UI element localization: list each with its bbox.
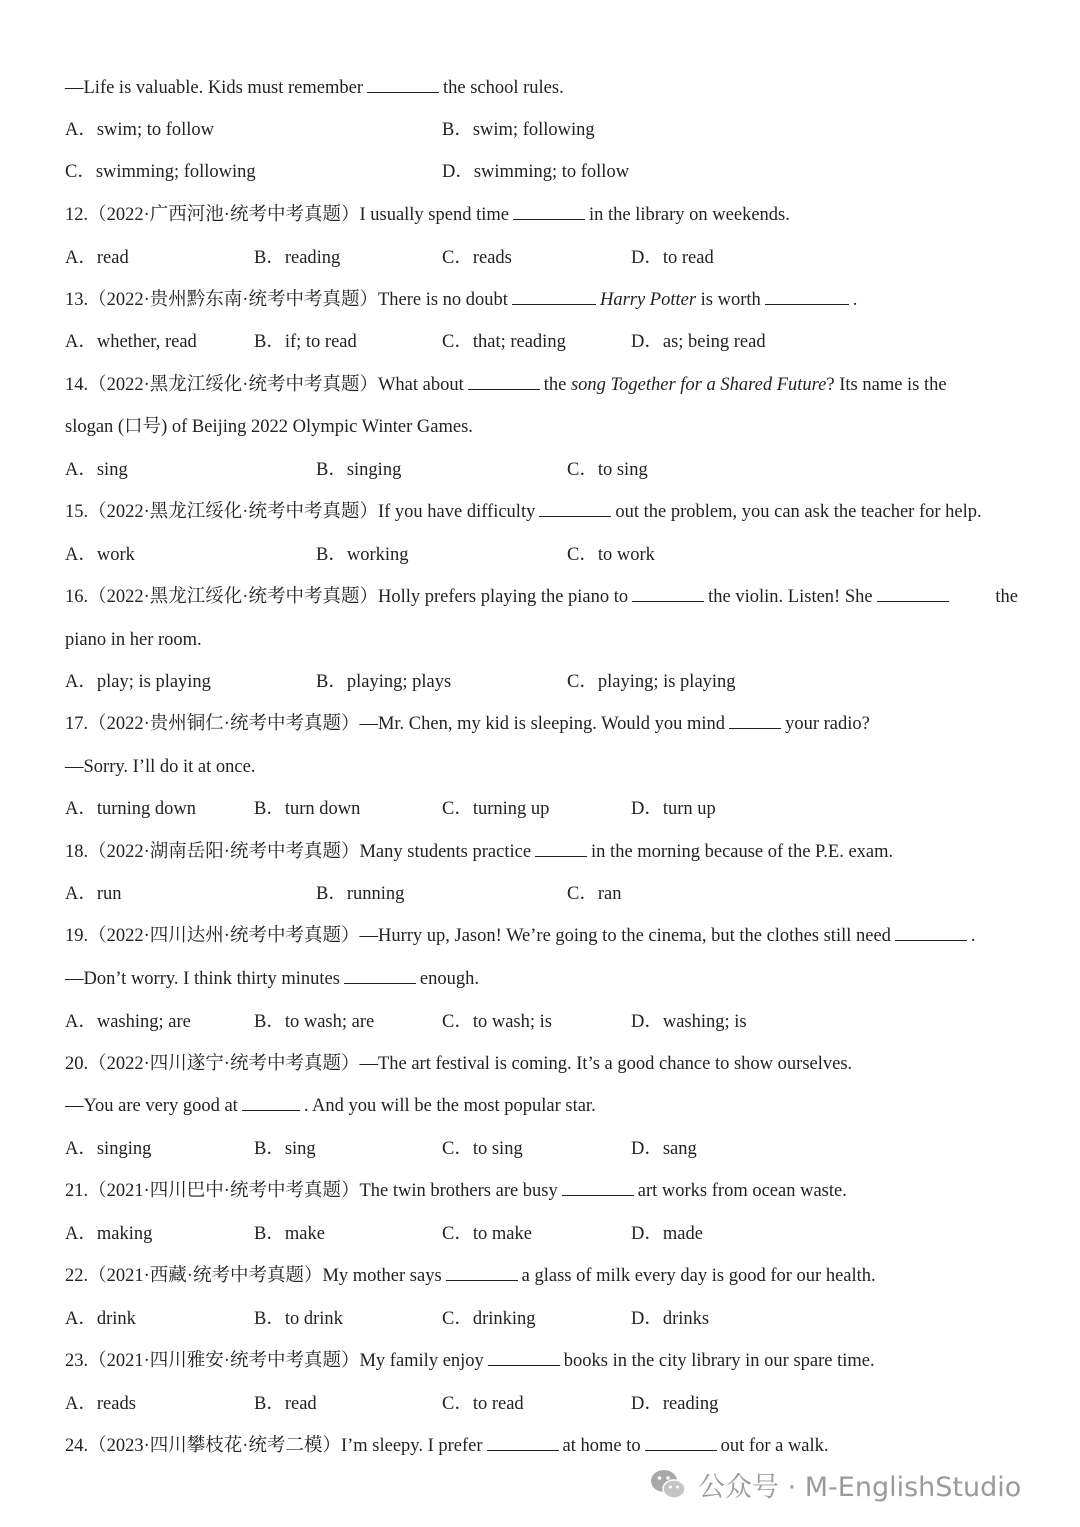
q20-reply-text: —You are very good at bbox=[65, 1096, 238, 1116]
q13-stem-text: . bbox=[852, 290, 858, 310]
question-number: 14. bbox=[65, 375, 89, 395]
answer-blank bbox=[344, 968, 416, 984]
question-source: （2022·广西河池·统考中考真题） bbox=[88, 205, 360, 225]
option-a: A．read bbox=[65, 248, 129, 268]
question-source: （2022·贵州铜仁·统考中考真题） bbox=[88, 714, 360, 734]
q15-stem-text: If you have difficulty bbox=[377, 502, 536, 522]
option-b: B．read bbox=[254, 1394, 317, 1414]
option-b: B．singing bbox=[316, 460, 402, 480]
q18-stem bbox=[65, 840, 1018, 864]
option-d: D．drinks bbox=[631, 1309, 710, 1329]
question-number: 19. bbox=[65, 926, 89, 946]
option-a: A．run bbox=[65, 884, 122, 904]
option-b: B．sing bbox=[254, 1139, 316, 1159]
option-b: B．turn down bbox=[254, 799, 361, 819]
question-number: 20. bbox=[65, 1054, 89, 1074]
option-a: A．reads bbox=[65, 1394, 136, 1414]
option-a: A．sing bbox=[65, 460, 128, 480]
q19-stem-text: . bbox=[970, 926, 976, 946]
question-source: （2022·四川达州·统考中考真题） bbox=[88, 926, 360, 946]
q19-stem bbox=[65, 924, 1018, 948]
option-b: B．make bbox=[254, 1224, 325, 1244]
q13-stem-text: There is no doubt bbox=[377, 290, 508, 310]
q14-stem-text: ? Its name is the bbox=[826, 375, 947, 395]
answer-blank bbox=[729, 713, 781, 729]
question-number: 17. bbox=[65, 714, 89, 734]
option-a: A．turning down bbox=[65, 799, 197, 819]
q23-stem-text: My family enjoy bbox=[359, 1351, 484, 1371]
q14-stem-text: What about bbox=[377, 375, 464, 395]
question-source: （2022·黑龙江绥化·统考中考真题） bbox=[88, 375, 378, 395]
question-source: （2023·四川攀枝花·统考二模） bbox=[88, 1436, 341, 1456]
question-source: （2021·四川巴中·统考中考真题） bbox=[88, 1181, 360, 1201]
answer-blank bbox=[895, 925, 967, 941]
watermark bbox=[648, 1462, 1021, 1506]
q22-stem-text: My mother says bbox=[322, 1266, 442, 1286]
question-source: （2022·黑龙江绥化·统考中考真题） bbox=[88, 502, 378, 522]
answer-blank bbox=[645, 1435, 717, 1451]
answer-blank bbox=[487, 1435, 559, 1451]
question-source: （2022·湖南岳阳·统考中考真题） bbox=[88, 842, 360, 862]
q12-stem bbox=[65, 203, 1018, 227]
q14-stem bbox=[65, 373, 1018, 397]
q20-reply bbox=[65, 1094, 1018, 1118]
q11-stem-text: the school rules. bbox=[442, 78, 564, 98]
option-d: D．made bbox=[631, 1224, 703, 1244]
watermark-text: 公众号 · M-EnglishStudio bbox=[698, 1471, 1022, 1503]
q21-stem bbox=[65, 1179, 1018, 1203]
question-number: 15. bbox=[65, 502, 89, 522]
option-b: B．working bbox=[316, 545, 409, 565]
q16-stem-text: the violin. Listen! She bbox=[708, 587, 873, 607]
option-a: A．washing; are bbox=[65, 1012, 191, 1032]
wechat-icon bbox=[648, 1464, 688, 1504]
question-source: （2022·黑龙江绥化·统考中考真题） bbox=[88, 587, 378, 607]
question-source: （2022·四川遂宁·统考中考真题） bbox=[88, 1054, 360, 1074]
option-c: C．drinking bbox=[442, 1309, 536, 1329]
answer-blank bbox=[765, 289, 849, 305]
q15-stem-text: out the problem, you can ask the teacher for help. bbox=[615, 502, 982, 522]
q20-reply-text: . And you will be the most popular star. bbox=[303, 1096, 596, 1116]
option-c: C．ran bbox=[567, 884, 622, 904]
q20-stem-text: —The art festival is coming. It’s a good chance to show ourselves. bbox=[359, 1054, 853, 1074]
option-a: A．work bbox=[65, 545, 135, 565]
option-c: C．to sing bbox=[567, 460, 648, 480]
question-source: （2021·四川雅安·统考中考真题） bbox=[88, 1351, 360, 1371]
answer-blank bbox=[488, 1350, 560, 1366]
q11-stem-text: —Life is valuable. Kids must remember bbox=[65, 78, 363, 98]
q19-reply-text: —Don’t worry. I think thirty minutes bbox=[65, 969, 340, 989]
q16-stem-text: Holly prefers playing the piano to bbox=[377, 587, 629, 607]
q18-stem-text: in the morning because of the P.E. exam. bbox=[591, 842, 894, 862]
option-d: D．washing; is bbox=[631, 1012, 747, 1032]
q19-reply-text: enough. bbox=[419, 969, 480, 989]
option-c: C．to make bbox=[442, 1224, 532, 1244]
question-number: 23. bbox=[65, 1351, 89, 1371]
q17-stem-text: your radio? bbox=[785, 714, 870, 734]
option-c: C．turning up bbox=[442, 799, 550, 819]
question-number: 16. bbox=[65, 587, 89, 607]
q20-stem bbox=[65, 1052, 1018, 1076]
answer-blank bbox=[242, 1095, 300, 1111]
option-c: C．to wash; is bbox=[442, 1012, 552, 1032]
q22-stem bbox=[65, 1264, 1018, 1288]
q14-stem-line2: slogan (口号) of Beijing 2022 Olympic Winter Games. bbox=[65, 417, 473, 437]
option-d: D．as; being read bbox=[631, 332, 766, 352]
question-number: 21. bbox=[65, 1181, 89, 1201]
answer-blank bbox=[632, 586, 704, 602]
option-a: A．making bbox=[65, 1224, 153, 1244]
q11-stem bbox=[65, 76, 1018, 100]
option-a: A．singing bbox=[65, 1139, 152, 1159]
option-d: D．to read bbox=[631, 248, 714, 268]
q21-stem-text: art works from ocean waste. bbox=[637, 1181, 847, 1201]
question-number: 12. bbox=[65, 205, 89, 225]
song-title: song Together for a Shared Future bbox=[570, 375, 827, 395]
question-number: 13. bbox=[65, 290, 89, 310]
option-a: A．play; is playing bbox=[65, 672, 211, 692]
option-b: B．playing; plays bbox=[316, 672, 452, 692]
answer-blank bbox=[562, 1180, 634, 1196]
option-b: B．if; to read bbox=[254, 332, 357, 352]
question-number: 24. bbox=[65, 1436, 89, 1456]
q24-stem-text: out for a walk. bbox=[720, 1436, 829, 1456]
q16-stem-text: the bbox=[995, 587, 1018, 607]
option-c: C．to work bbox=[567, 545, 655, 565]
option-b: B．swim; following bbox=[442, 120, 595, 140]
question-number: 22. bbox=[65, 1266, 89, 1286]
q12-stem-text: I usually spend time bbox=[359, 205, 509, 225]
q15-stem bbox=[65, 500, 1018, 524]
answer-blank bbox=[513, 204, 585, 220]
option-b: B．to wash; are bbox=[254, 1012, 375, 1032]
q17-reply: —Sorry. I’ll do it at once. bbox=[65, 757, 256, 777]
option-d: D．turn up bbox=[631, 799, 716, 819]
option-c: C．playing; is playing bbox=[567, 672, 736, 692]
answer-blank bbox=[367, 77, 439, 93]
option-a: A．drink bbox=[65, 1309, 136, 1329]
q12-stem-text: in the library on weekends. bbox=[588, 205, 790, 225]
q19-reply bbox=[65, 967, 1018, 991]
option-c: C．swimming; following bbox=[65, 162, 256, 182]
question-source: （2021·西藏·统考中考真题） bbox=[88, 1266, 323, 1286]
answer-blank bbox=[512, 289, 596, 305]
q24-stem-text: I’m sleepy. I prefer bbox=[340, 1436, 483, 1456]
question-source: （2022·贵州黔东南·统考中考真题） bbox=[88, 290, 378, 310]
option-c: C．to sing bbox=[442, 1139, 523, 1159]
q23-stem-text: books in the city library in our spare time. bbox=[563, 1351, 875, 1371]
option-b: B．reading bbox=[254, 248, 341, 268]
answer-blank bbox=[539, 501, 611, 517]
option-d: D．sang bbox=[631, 1139, 697, 1159]
q13-stem-text: is worth bbox=[700, 290, 761, 310]
option-c: C．to read bbox=[442, 1394, 524, 1414]
option-c: C．that; reading bbox=[442, 332, 566, 352]
q24-stem bbox=[65, 1434, 1018, 1458]
q16-stem-line2: piano in her room. bbox=[65, 630, 202, 650]
q13-stem bbox=[65, 288, 1018, 312]
q21-stem-text: The twin brothers are busy bbox=[359, 1181, 558, 1201]
option-a: A．whether, read bbox=[65, 332, 197, 352]
option-d: D．swimming; to follow bbox=[442, 162, 630, 182]
option-d: D．reading bbox=[631, 1394, 719, 1414]
answer-blank bbox=[877, 586, 949, 602]
answer-blank bbox=[468, 374, 540, 390]
option-a: A．swim; to follow bbox=[65, 120, 215, 140]
question-number: 18. bbox=[65, 842, 89, 862]
q17-stem-text: —Mr. Chen, my kid is sleeping. Would you mind bbox=[359, 714, 726, 734]
q22-stem-text: a glass of milk every day is good for our health. bbox=[521, 1266, 876, 1286]
q18-stem-text: Many students practice bbox=[359, 842, 532, 862]
answer-blank bbox=[535, 841, 587, 857]
book-title: Harry Potter bbox=[599, 290, 697, 310]
answer-blank bbox=[446, 1265, 518, 1281]
q23-stem bbox=[65, 1349, 1018, 1373]
option-c: C．reads bbox=[442, 248, 512, 268]
option-b: B．running bbox=[316, 884, 405, 904]
q24-stem-text: at home to bbox=[562, 1436, 641, 1456]
q17-stem bbox=[65, 712, 1018, 736]
q16-stem bbox=[65, 585, 1018, 609]
option-b: B．to drink bbox=[254, 1309, 343, 1329]
q19-stem-text: —Hurry up, Jason! We’re going to the cinema, but the clothes still need bbox=[359, 926, 891, 946]
q14-stem-text: the bbox=[543, 375, 567, 395]
